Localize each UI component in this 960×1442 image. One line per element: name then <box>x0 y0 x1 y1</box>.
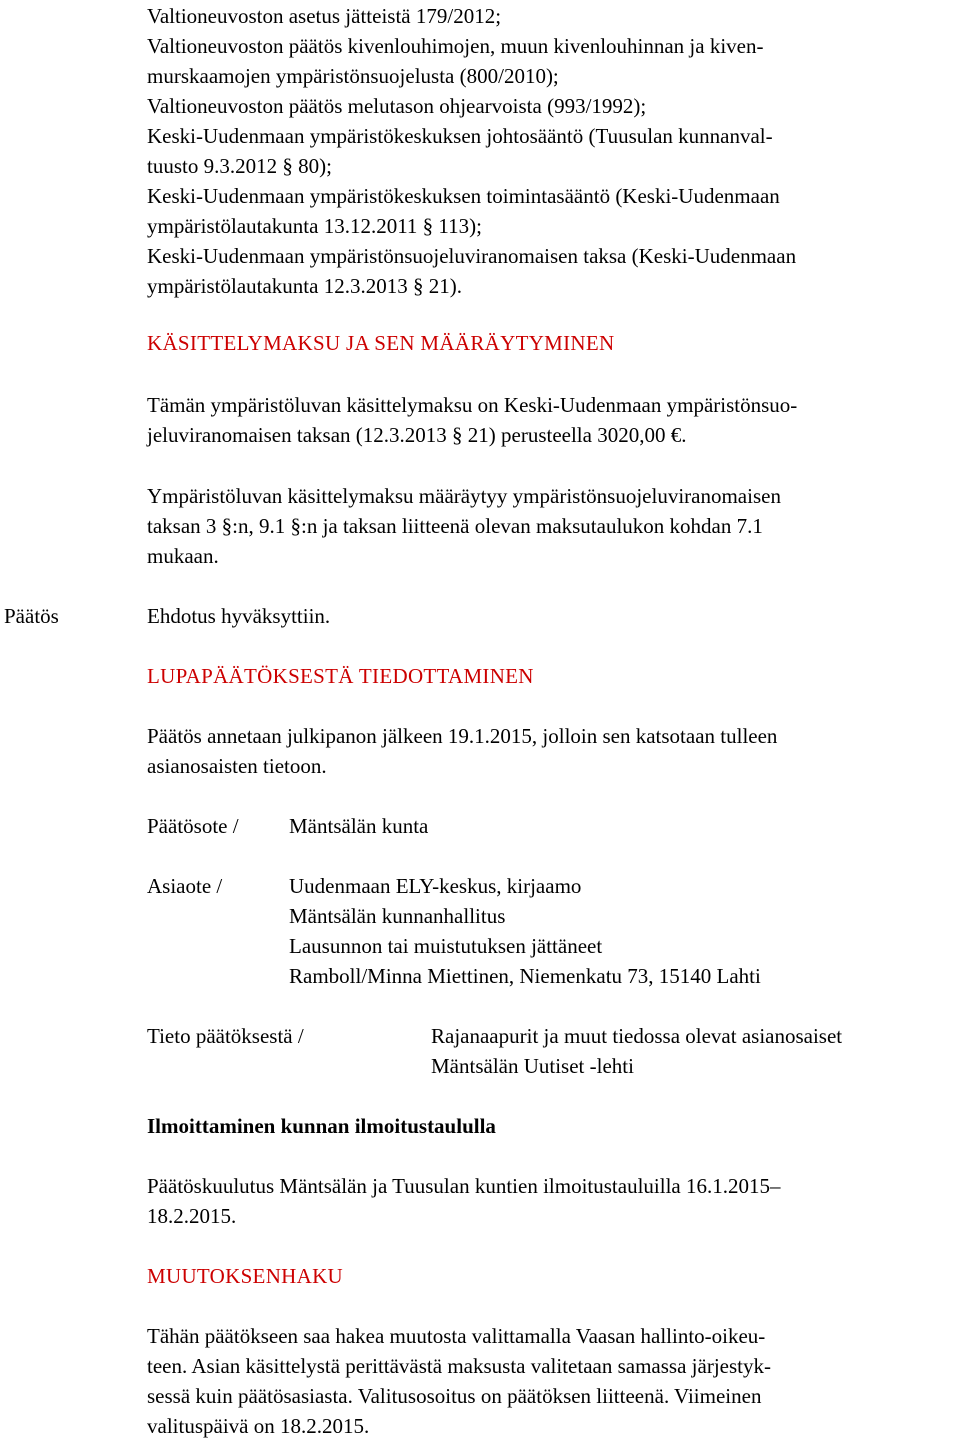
paragraph-line: sessä kuin päätösasiasta. Valitusosoitus on päätöksen liitteenä. Viimeinen <box>147 1384 762 1408</box>
board-paragraph <box>147 1171 947 1231</box>
recipient-line: Lausunnon tai muistutuksen jättäneet <box>289 934 603 958</box>
paragraph-line: Ympäristöluvan käsittelymaksu määräytyy ympäristönsuojeluviranomaisen <box>147 484 781 508</box>
fee-paragraph-1 <box>147 390 947 450</box>
asiaote-values <box>289 871 761 991</box>
reference-line: tuusto 9.3.2012 § 80); <box>147 154 332 178</box>
reference-line: Keski-Uudenmaan ympäristökeskuksen johtosääntö (Tuusulan kunnanval- <box>147 124 773 148</box>
paatosote-value: Mäntsälän kunta <box>289 814 429 838</box>
reference-line: Valtioneuvoston päätös melutason ohjearvoista (993/1992); <box>147 94 647 118</box>
paragraph-line: jeluviranomaisen taksan (12.3.2013 § 21) perusteella 3020,00 €. <box>147 423 687 447</box>
appeal-heading: MUUTOKSENHAKU <box>147 1264 344 1288</box>
reference-line: Valtioneuvoston päätös kivenlouhimojen, muun kivenlouhinnan ja kiven- <box>147 34 764 58</box>
paragraph-line: Päätös annetaan julkipanon jälkeen 19.1.2015, jolloin sen katsotaan tulleen <box>147 724 778 748</box>
paragraph-line: mukaan. <box>147 544 219 568</box>
paragraph-line: valituspäivä on 18.2.2015. <box>147 1414 370 1438</box>
reference-line: ympäristölautakunta 12.3.2013 § 21). <box>147 274 462 298</box>
reference-line: Keski-Uudenmaan ympäristökeskuksen toimintasääntö (Keski-Uudenmaan <box>147 184 780 208</box>
recipient-line: Ramboll/Minna Miettinen, Niemenkatu 73, 15140 Lahti <box>289 964 761 988</box>
paragraph-line: taksan 3 §:n, 9.1 §:n ja taksan liitteenä olevan maksutaulukon kohdan 7.1 <box>147 514 763 538</box>
recipient-line: Mäntsälän Uutiset -lehti <box>431 1054 634 1078</box>
tieto-values <box>431 1021 842 1081</box>
fee-heading: KÄSITTELYMAKSU JA SEN MÄÄRÄYTYMINEN <box>147 331 615 355</box>
recipient-line: Uudenmaan ELY-keskus, kirjaamo <box>289 874 582 898</box>
paragraph-line: Tähän päätökseen saa hakea muutosta valittamalla Vaasan hallinto-oikeu- <box>147 1324 766 1348</box>
legal-references <box>147 1 947 301</box>
decision-text: Ehdotus hyväksyttiin. <box>147 604 331 628</box>
paragraph-line: 18.2.2015. <box>147 1204 237 1228</box>
reference-line: murskaamojen ympäristönsuojelusta (800/2010); <box>147 64 559 88</box>
asiaote-label: Asiaote / <box>147 874 223 898</box>
recipient-line: Mäntsälän kunnanhallitus <box>289 904 506 928</box>
notice-paragraph <box>147 721 947 781</box>
notice-heading: LUPAPÄÄTÖKSESTÄ TIEDOTTAMINEN <box>147 664 534 688</box>
paatosote-label: Päätösote / <box>147 814 239 838</box>
board-heading: Ilmoittaminen kunnan ilmoitustaululla <box>147 1114 496 1138</box>
appeal-paragraph <box>147 1321 947 1441</box>
decision-label: Päätös <box>4 604 59 628</box>
paragraph-line: Päätöskuulutus Mäntsälän ja Tuusulan kuntien ilmoitustauluilla 16.1.2015– <box>147 1174 781 1198</box>
recipient-line: Rajanaapurit ja muut tiedossa olevat asianosaiset <box>431 1024 843 1048</box>
paragraph-line: asianosaisten tietoon. <box>147 754 327 778</box>
reference-line: Keski-Uudenmaan ympäristönsuojeluviranomaisen taksa (Keski-Uudenmaan <box>147 244 797 268</box>
fee-paragraph-2 <box>147 481 947 571</box>
paragraph-line: Tämän ympäristöluvan käsittelymaksu on Keski-Uudenmaan ympäristönsuo- <box>147 393 798 417</box>
reference-line: ympäristölautakunta 13.12.2011 § 113); <box>147 214 482 238</box>
reference-line: Valtioneuvoston asetus jätteistä 179/2012; <box>147 4 502 28</box>
paragraph-line: teen. Asian käsittelystä perittävästä maksusta valitetaan samassa järjestyk- <box>147 1354 771 1378</box>
tieto-label: Tieto päätöksestä / <box>147 1024 304 1048</box>
